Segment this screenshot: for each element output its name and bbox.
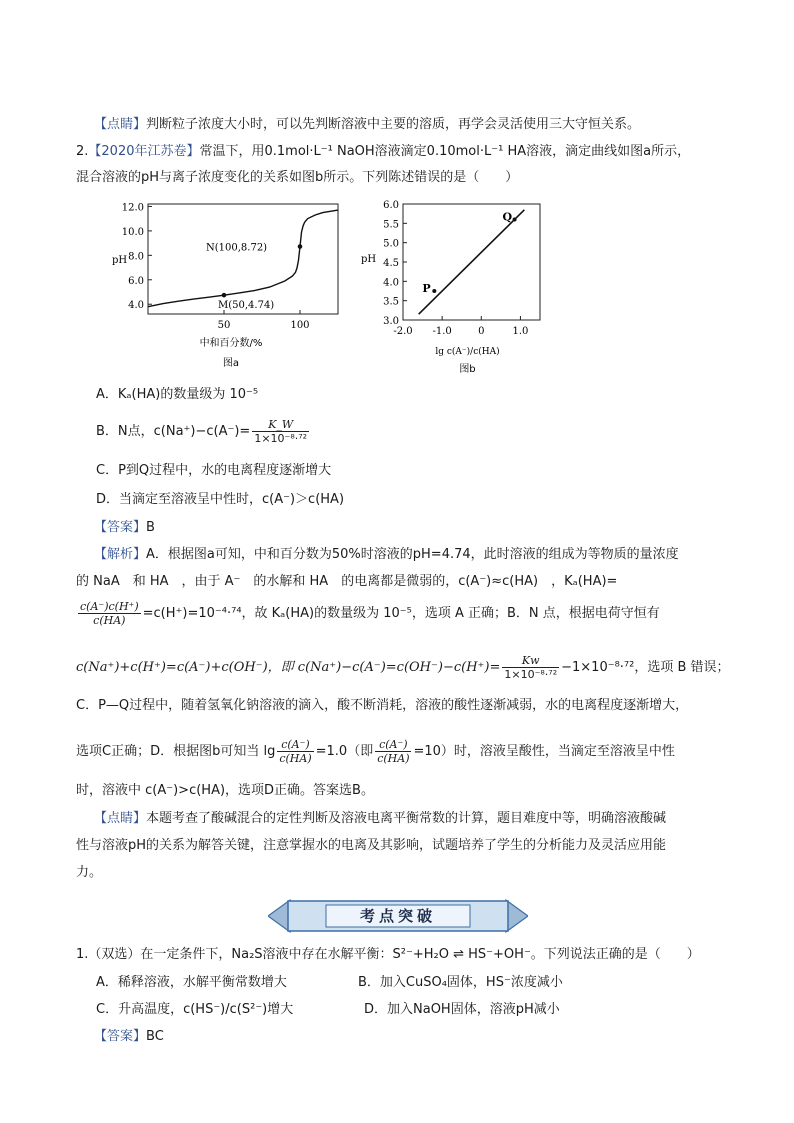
chart-b-ytick-label-3: 4.5 xyxy=(383,258,399,269)
q1-answer-value: BC xyxy=(146,1029,164,1044)
q2-analysis-line7: 时，溶液中 c(A⁻)>c(HA)，选项D正确。答案选B。 xyxy=(76,783,374,798)
q2-analysis-frac-kw xyxy=(502,654,559,681)
q1-answer xyxy=(94,1028,164,1046)
chart-b-ytick-label-4: 5.0 xyxy=(383,238,399,250)
chart-b-point-label-0: P xyxy=(422,282,431,295)
question2-source: 【2020年江苏卷】 xyxy=(88,144,200,159)
q2-analysis-line1 xyxy=(94,546,679,564)
chart-b-ytick-label-1: 3.5 xyxy=(383,296,399,308)
banner-title: 考点突破 xyxy=(359,907,437,925)
chart-b-point-label-1: Q xyxy=(502,210,513,224)
q2-analysis-frac-ratio-den: c(HA) xyxy=(377,752,410,765)
q2-note-line3: 力。 xyxy=(76,865,103,880)
question2-number: 2. xyxy=(76,144,89,159)
q2-option-d: D．当滴定至溶液呈中性时，c(A⁻)＞c(HA) xyxy=(96,492,345,507)
q2-option-b-fraction xyxy=(252,418,309,445)
q2-analysis-frac-ka-num: c(A⁻)c(H⁺) xyxy=(80,600,139,613)
q2-analysis-frac-lg-num: c(A⁻) xyxy=(277,738,313,752)
chart-a-ytick-label-2: 8.0 xyxy=(128,251,144,263)
q2-note-line2: 性与溶液pH的关系为解答关键，注意掌握水的电离及其影响，试题培养了学生的分析能力及灵活应用能 xyxy=(76,838,667,853)
chart-b-ytick-label-6: 6.0 xyxy=(383,200,399,211)
top-note-text: 判断粒子浓度大小时，可以先判断溶液中主要的溶质，再学会灵活使用三大守恒关系。 xyxy=(146,117,641,132)
chart-a-xtick-label-1: 100 xyxy=(290,320,310,331)
chart-b-ytick-label-2: 4.0 xyxy=(383,277,399,289)
chart-b-xtick-label-0: -2.0 xyxy=(393,326,413,337)
chart-a-point-1 xyxy=(298,244,303,249)
q2-analysis-text1: A．根据图a可知，中和百分数为50%时溶液的pH=4.74，此时溶液的组成为等物质的量浓度 xyxy=(146,547,679,562)
chart-b-xtick-label-2: 0 xyxy=(478,326,485,337)
q2-analysis-text4-right: −1×10⁻⁸·⁷²，选项 B 错误； xyxy=(561,660,730,675)
q2-option-c: C．P到Q过程中，水的电离程度逐渐增大 xyxy=(96,463,332,478)
q2-analysis-text6b: =1.0（即 xyxy=(315,744,374,759)
q1-answer-label: 【答案】 xyxy=(94,1029,147,1044)
chart-b-line xyxy=(419,210,525,314)
q2-option-b-prefix: B．N点，c(Na⁺)−c(A⁻)= xyxy=(96,424,251,439)
q2-analysis-frac-kw-num: Kw xyxy=(502,654,559,668)
chart-a-ylabel: pH xyxy=(112,255,128,266)
question2-stem-line1 xyxy=(76,143,690,161)
chart-b-point-0 xyxy=(432,289,436,293)
chart-b-xlabel: lg c(A⁻)/c(HA) xyxy=(435,347,500,357)
q1-stem: 1.（双选）在一定条件下，Na₂S溶液中存在水解平衡：S²⁻+H₂O ⇌ HS⁻+OH⁻。下列说法正确的是（ ） xyxy=(76,947,700,962)
chart-a-xtick-label-0: 50 xyxy=(217,320,231,331)
chart-b xyxy=(355,196,555,376)
q2-option-a: A．Kₐ(HA)的数量级为 10⁻⁵ xyxy=(96,387,259,402)
q2-analysis-frac-ka-den: c(HA) xyxy=(93,614,126,627)
q2-analysis-line5: C．P—Q过程中，随着氢氧化钠溶液的滴入，酸不断消耗，溶液的酸性逐渐减弱，水的电离程度逐渐增大， xyxy=(76,698,689,713)
chart-a-xlabel: 中和百分数/% xyxy=(199,338,263,349)
top-note-label: 【点睛】 xyxy=(94,117,147,132)
q2-analysis-frac-ratio xyxy=(375,738,411,765)
q2-analysis-text6c: =10）时，溶液呈酸性，当滴定至溶液呈中性 xyxy=(413,744,675,759)
q2-analysis-frac-lg xyxy=(277,738,313,765)
question2-stem-line2: 混合溶液的pH与离子浓度变化的关系如图b所示。下列陈述错误的是（ ） xyxy=(76,170,519,185)
chart-a-point-0 xyxy=(222,293,227,298)
chart-b-xtick-label-1: -1.0 xyxy=(432,326,452,337)
q2-analysis-line2: 的 NaA 和 HA ，由于 A⁻ 的水解和 HA 的电离都是微弱的，c(A⁻)≈c(HA) ，Kₐ(HA)= xyxy=(76,574,618,589)
chart-b-xtick-label-3: 1.0 xyxy=(512,326,529,337)
q2-answer-label: 【答案】 xyxy=(94,520,147,535)
chart-b-ylabel: pH xyxy=(361,254,377,265)
q2-answer xyxy=(94,519,155,537)
q2-analysis-frac-ka xyxy=(78,600,141,627)
q2-analysis-text6a: 选项C正确；D．根据图b可知当 lg xyxy=(76,744,276,759)
top-note xyxy=(94,116,640,134)
q1-option-c: C．升高温度，c(HS⁻)/c(S²⁻)增大 xyxy=(96,1002,294,1017)
chart-a-point-label-0: M(50,4.74) xyxy=(218,300,275,312)
q1-option-d: D．加入NaOH固体，溶液pH减小 xyxy=(364,1002,560,1017)
chart-a-ytick-label-1: 6.0 xyxy=(128,275,144,287)
banner-ribbon-right xyxy=(506,900,528,932)
chart-a-curve xyxy=(148,210,338,307)
q2-option-b xyxy=(96,418,311,445)
chart-a xyxy=(108,196,348,376)
question2-stem-text1: 常温下，用0.1mol·L⁻¹ NaOH溶液滴定0.10mol·L⁻¹ HA溶液，滴定曲线如图a所示， xyxy=(199,144,691,159)
q1-option-a: A．稀释溶液，水解平衡常数增大 xyxy=(96,975,287,990)
chart-b-point-1 xyxy=(513,217,517,221)
chart-a-ytick-label-4: 12.0 xyxy=(121,202,144,214)
q2-analysis-line3 xyxy=(76,600,660,627)
q2-analysis-frac-ratio-num: c(A⁻) xyxy=(375,738,411,752)
q2-analysis-text4-left: c(Na⁺)+c(H⁺)=c(A⁻)+c(OH⁻)，即 c(Na⁺)−c(A⁻)=c(OH⁻)−c(H⁺)= xyxy=(76,660,501,675)
q2-note-label: 【点睛】 xyxy=(94,811,147,826)
section-banner xyxy=(268,896,528,936)
q2-note-line1 xyxy=(94,810,666,828)
chart-a-title: 图a xyxy=(222,358,240,369)
q2-note-text1: 本题考查了酸碱混合的定性判断及溶液电离平衡常数的计算，题目难度中等，明确溶液酸碱 xyxy=(146,811,667,826)
q2-analysis-text3: =c(H⁺)=10⁻⁴·⁷⁴，故 Kₐ(HA)的数量级为 10⁻⁵，选项 A 正确；B．N 点，根据电荷守恒有 xyxy=(142,606,660,621)
chart-a-point-label-1: N(100,8.72) xyxy=(206,242,268,254)
banner-ribbon-left xyxy=(268,900,290,932)
chart-a-ytick-label-3: 10.0 xyxy=(121,226,144,238)
chart-b-ytick-label-5: 5.5 xyxy=(383,219,399,231)
q2-analysis-label: 【解析】 xyxy=(94,547,147,562)
q2-option-b-den: 1×10⁻⁸·⁷² xyxy=(254,432,308,445)
q2-analysis-frac-lg-den: c(HA) xyxy=(279,752,312,765)
q2-analysis-line4 xyxy=(76,654,730,681)
q2-analysis-line6 xyxy=(76,737,675,767)
chart-a-frame xyxy=(148,204,338,314)
chart-b-title: 图b xyxy=(459,364,476,375)
chart-b-ytick-label-0: 3.0 xyxy=(383,316,399,327)
q2-answer-value: B xyxy=(146,520,155,535)
chart-a-ytick-label-0: 4.0 xyxy=(128,300,144,312)
q2-option-b-num: K_W xyxy=(252,418,309,432)
q1-option-b: B．加入CuSO₄固体，HS⁻浓度减小 xyxy=(358,975,563,990)
q2-analysis-frac-kw-den: 1×10⁻⁸·⁷² xyxy=(504,668,558,681)
